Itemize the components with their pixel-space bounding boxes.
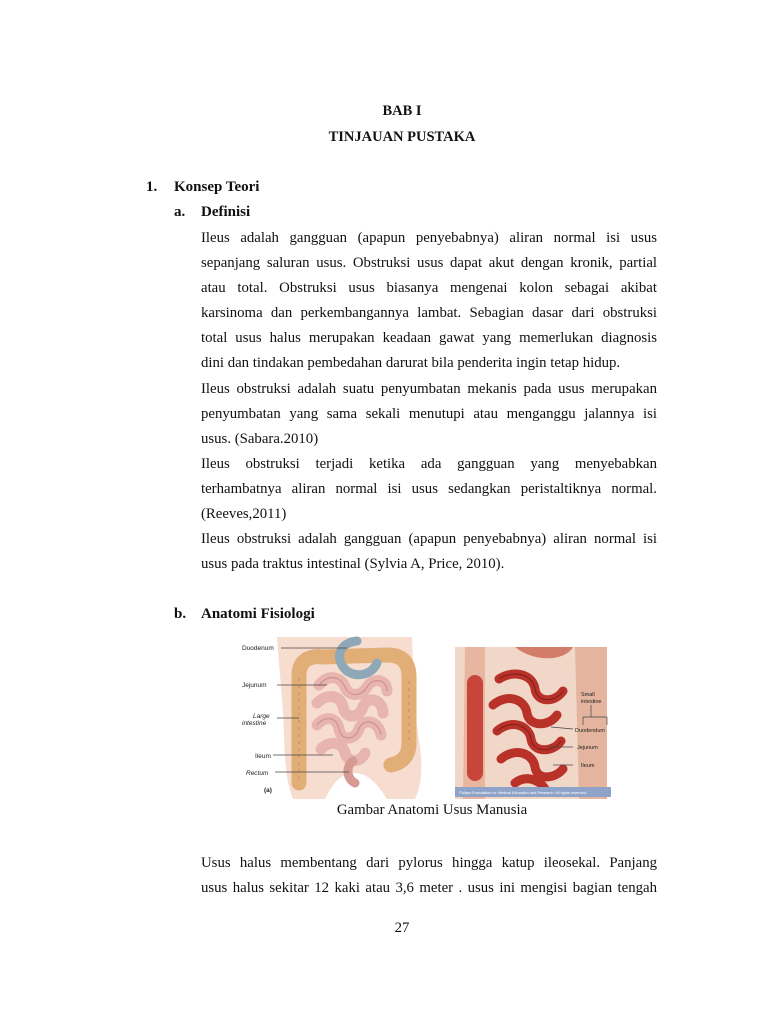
text-line: usus. (Sabara.2010) [201,430,319,447]
section-number: 1. [146,179,158,195]
subsection-heading-anatomi [174,606,315,623]
abdominal-wall-right [575,647,607,799]
label-jejunum: Jejunum [242,682,267,689]
subsection-heading-definisi [174,204,250,221]
section-heading-konsep-teori [146,179,259,196]
text-line: usus pada traktus intestinal (Sylvia A, Price, 2010). [201,556,505,573]
label-ileum: Ileum [255,753,271,760]
intestine-diagram-left [237,633,427,799]
text-line: atau total. Obstruksi usus biasanya mengenai kolon sebagai akibat [201,280,657,297]
text-line: Ileus obstruksi adalah suatu penyumbatan mekanis pada usus merupakan [201,380,657,397]
text-line: karsinoma dan perkembangannya lambat. Sebagian dasar dari obstruksi [201,305,657,322]
intestine-diagram-right [455,643,615,809]
text-line: (Reeves,2011) [201,506,287,523]
copyright-text: ©Mayo Foundation for Medical Education and Research. All rights reserved. [459,791,587,795]
subsection-letter: a. [174,204,186,220]
text-line: penyumbatan yang sama sekali menutupi atau menganggu jalannya isi [201,405,657,422]
label-large-intestine-2: intestine [242,720,267,727]
page-number: 27 [394,920,410,936]
text-line: usus halus sekitar 12 kaki atau 3,6 meter . usus ini mengisi bagian tengah [201,880,657,897]
label-duodendum: Duodendum [575,728,605,734]
text-line: Ileus obstruksi terjadi ketika ada gangguan yang menyebabkan [201,455,657,472]
text-line: Ileus adalah gangguan (apapun penyebabnya) aliran normal isi usus [201,230,657,246]
label-rectum: Rectum [246,770,269,777]
definisi-paragraph [201,226,657,577]
subsection-letter: b. [174,606,187,622]
figure-caption: Gambar Anatomi Usus Manusia [336,802,528,818]
text-line: Ileus obstruksi adalah gangguan (apapun penyebabnya) aliran normal isi [201,531,657,548]
label-duodenum: Duodenum [242,645,274,652]
section-title: Konsep Teori [174,179,260,195]
label-panel-a: (a) [264,787,272,794]
text-line: total usus halus merupakan keadaan gawat yang memerlukan diagnosis [201,330,657,347]
subsection-title: Definisi [201,204,251,220]
text-line: Usus halus membentang dari pylorus hingga katup ileosekal. Panjang [201,855,657,871]
chapter-title: TINJAUAN PUSTAKA [328,129,476,145]
text-line: terhambatnya aliran normal isi usus sedangkan peristaltiknya normal. [201,480,657,497]
text-line: dini dan tindakan pembedahan darurat bila penderita ingin tetap hidup. [201,355,621,372]
anatomi-paragraph [201,851,657,901]
chapter-label: BAB I [382,103,422,119]
label-jejunum: Jejunum [577,745,598,751]
subsection-title: Anatomi Fisiologi [201,606,315,622]
text-line: sepanjang saluran usus. Obstruksi usus dapat akut dengan kronik, partial [201,255,657,272]
label-ileum: Ileum [581,763,595,769]
label-small-intestine-1: Small [581,692,595,698]
label-large-intestine-1: Large [253,713,270,720]
label-small-intestine-2: intestine [581,699,602,705]
